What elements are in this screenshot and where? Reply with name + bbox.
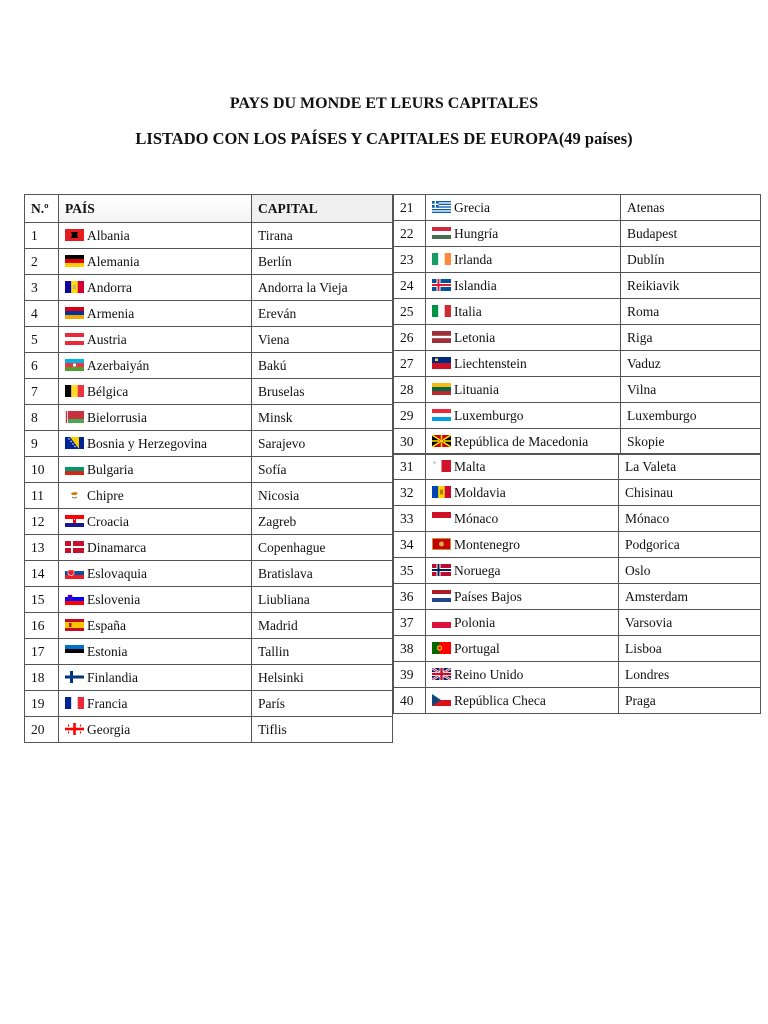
row-number: 16 <box>25 613 59 639</box>
capital-cell: Ereván <box>252 301 393 327</box>
table-row <box>394 454 761 480</box>
row-number: 6 <box>25 353 59 379</box>
table-row <box>25 717 393 743</box>
capital-cell: Atenas <box>621 195 761 221</box>
table-row <box>394 273 761 299</box>
capital-cell: Liubliana <box>252 587 393 613</box>
country-name: Estonia <box>87 643 128 659</box>
country-cell <box>426 506 619 532</box>
row-number: 5 <box>25 327 59 353</box>
monaco-flag-icon <box>432 512 451 524</box>
capital-cell: Copenhague <box>252 535 393 561</box>
row-number: 29 <box>394 403 426 429</box>
country-name: Liechtenstein <box>454 355 527 371</box>
country-cell <box>59 353 252 379</box>
table-row <box>25 665 393 691</box>
table-row <box>394 221 761 247</box>
country-name: Bosnia y Herzegovina <box>87 435 207 451</box>
armenia-flag-icon <box>65 307 84 319</box>
malta-flag-icon <box>432 460 451 472</box>
country-cell <box>426 377 621 403</box>
montenegro-flag-icon <box>432 538 451 550</box>
capital-cell: Chisinau <box>619 480 761 506</box>
country-cell <box>59 587 252 613</box>
table-row <box>394 325 761 351</box>
portugal-flag-icon <box>432 642 451 654</box>
row-number: 2 <box>25 249 59 275</box>
row-number: 25 <box>394 299 426 325</box>
country-name: Países Bajos <box>454 588 522 604</box>
france-flag-icon <box>65 697 84 709</box>
bulgaria-flag-icon <box>65 463 84 475</box>
header-number: N.º <box>25 195 59 223</box>
row-number: 18 <box>25 665 59 691</box>
header-country: PAÍS <box>59 195 252 223</box>
country-name: Lituania <box>454 381 499 397</box>
country-cell <box>426 688 619 714</box>
country-name: Croacia <box>87 513 129 529</box>
row-number: 34 <box>394 532 426 558</box>
greece-flag-icon <box>432 201 451 213</box>
country-cell <box>426 325 621 351</box>
capital-cell: Vaduz <box>621 351 761 377</box>
row-number: 37 <box>394 610 426 636</box>
country-cell <box>59 327 252 353</box>
bosnia-flag-icon <box>65 437 84 449</box>
georgia-flag-icon <box>65 723 84 735</box>
iceland-flag-icon <box>432 279 451 291</box>
capital-cell: Roma <box>621 299 761 325</box>
country-cell <box>426 351 621 377</box>
table-row <box>25 535 393 561</box>
country-cell <box>426 558 619 584</box>
row-number: 33 <box>394 506 426 532</box>
country-cell <box>426 273 621 299</box>
table-row <box>25 587 393 613</box>
country-name: Noruega <box>454 562 501 578</box>
country-name: Eslovenia <box>87 591 141 607</box>
capital-cell: Luxemburgo <box>621 403 761 429</box>
capital-cell: Nicosia <box>252 483 393 509</box>
country-cell <box>426 221 621 247</box>
denmark-flag-icon <box>65 541 84 553</box>
country-name: Chipre <box>87 487 124 503</box>
row-number: 22 <box>394 221 426 247</box>
country-name: Polonia <box>454 614 496 630</box>
table-row <box>394 247 761 273</box>
country-name: Dinamarca <box>87 539 147 555</box>
country-name: Bélgica <box>87 383 129 399</box>
austria-flag-icon <box>65 333 84 345</box>
country-cell <box>59 431 252 457</box>
country-name: Finlandia <box>87 669 138 685</box>
netherlands-flag-icon <box>432 590 451 602</box>
country-name: Austria <box>87 331 127 347</box>
table-row <box>25 639 393 665</box>
albania-flag-icon <box>65 229 84 241</box>
row-number: 31 <box>394 454 426 480</box>
capital-cell: Podgorica <box>619 532 761 558</box>
table-row <box>25 353 393 379</box>
country-cell <box>59 691 252 717</box>
capital-cell: Tirana <box>252 223 393 249</box>
capital-cell: Madrid <box>252 613 393 639</box>
country-name: Luxemburgo <box>454 407 524 423</box>
macedonia-flag-icon <box>432 435 451 447</box>
ireland-flag-icon <box>432 253 451 265</box>
country-name: Reino Unido <box>454 666 524 682</box>
capital-cell: Dublín <box>621 247 761 273</box>
capital-cell: Riga <box>621 325 761 351</box>
table-row <box>25 431 393 457</box>
table-row <box>394 195 761 221</box>
country-name: Irlanda <box>454 251 493 267</box>
capital-cell: Mónaco <box>619 506 761 532</box>
andorra-flag-icon <box>65 281 84 293</box>
capital-cell: Vilna <box>621 377 761 403</box>
row-number: 24 <box>394 273 426 299</box>
country-cell <box>59 509 252 535</box>
table-row <box>394 377 761 403</box>
table-row <box>394 610 761 636</box>
row-number: 40 <box>394 688 426 714</box>
country-name: Islandia <box>454 277 497 293</box>
capital-cell: Varsovia <box>619 610 761 636</box>
country-name: Hungría <box>454 225 499 241</box>
belarus-flag-icon <box>65 411 84 423</box>
table-row <box>25 691 393 717</box>
capital-cell: Praga <box>619 688 761 714</box>
row-number: 7 <box>25 379 59 405</box>
row-number: 26 <box>394 325 426 351</box>
country-name: España <box>87 617 126 633</box>
capital-cell: Helsinki <box>252 665 393 691</box>
country-cell <box>426 299 621 325</box>
country-cell <box>59 301 252 327</box>
country-cell <box>426 584 619 610</box>
table-row <box>394 558 761 584</box>
header-capital: CAPITAL <box>252 195 393 223</box>
country-cell <box>426 662 619 688</box>
uk-flag-icon <box>432 668 451 680</box>
countries-table-left <box>24 194 393 743</box>
country-name: Eslovaquia <box>87 565 147 581</box>
poland-flag-icon <box>432 616 451 628</box>
table-row <box>25 613 393 639</box>
capital-cell: Tallin <box>252 639 393 665</box>
lithuania-flag-icon <box>432 383 451 395</box>
table-row <box>25 509 393 535</box>
table-row <box>394 403 761 429</box>
table-row <box>25 561 393 587</box>
table-row <box>25 249 393 275</box>
moldova-flag-icon <box>432 486 451 498</box>
row-number: 20 <box>25 717 59 743</box>
country-cell <box>426 454 619 480</box>
country-name: Bielorrusia <box>87 409 147 425</box>
countries-table-right-top <box>393 194 761 455</box>
italy-flag-icon <box>432 305 451 317</box>
capital-cell: Skopie <box>621 429 761 455</box>
table-row <box>394 299 761 325</box>
row-number: 28 <box>394 377 426 403</box>
capital-cell: Andorra la Vieja <box>252 275 393 301</box>
country-cell <box>59 249 252 275</box>
table-row <box>25 301 393 327</box>
capital-cell: Lisboa <box>619 636 761 662</box>
cyprus-flag-icon <box>65 489 84 501</box>
row-number: 11 <box>25 483 59 509</box>
capital-cell: Londres <box>619 662 761 688</box>
czech-flag-icon <box>432 694 451 706</box>
table-row <box>25 483 393 509</box>
azerbaijan-flag-icon <box>65 359 84 371</box>
row-number: 30 <box>394 429 426 455</box>
hungary-flag-icon <box>432 227 451 239</box>
luxembourg-flag-icon <box>432 409 451 421</box>
capital-cell: Viena <box>252 327 393 353</box>
row-number: 38 <box>394 636 426 662</box>
capital-cell: Minsk <box>252 405 393 431</box>
table-row <box>394 636 761 662</box>
row-number: 14 <box>25 561 59 587</box>
table-row <box>394 688 761 714</box>
row-number: 9 <box>25 431 59 457</box>
country-name: Grecia <box>454 199 490 215</box>
liechtenstein-flag-icon <box>432 357 451 369</box>
row-number: 23 <box>394 247 426 273</box>
country-cell <box>426 480 619 506</box>
table-row <box>394 351 761 377</box>
country-cell <box>426 195 621 221</box>
country-cell <box>59 457 252 483</box>
row-number: 12 <box>25 509 59 535</box>
country-cell <box>59 405 252 431</box>
country-name: Georgia <box>87 721 131 737</box>
capital-cell: Bratislava <box>252 561 393 587</box>
country-cell <box>59 275 252 301</box>
table-row <box>394 429 761 455</box>
belgium-flag-icon <box>65 385 84 397</box>
country-cell <box>59 535 252 561</box>
row-number: 3 <box>25 275 59 301</box>
croatia-flag-icon <box>65 515 84 527</box>
document-title: PAYS DU MONDE ET LEURS CAPITALES <box>229 95 539 112</box>
capital-cell: Berlín <box>252 249 393 275</box>
country-cell <box>426 403 621 429</box>
table-row <box>394 662 761 688</box>
row-number: 35 <box>394 558 426 584</box>
capital-cell: Sarajevo <box>252 431 393 457</box>
country-name: Bulgaria <box>87 461 134 477</box>
capital-cell: Tiflis <box>252 717 393 743</box>
country-cell <box>426 610 619 636</box>
table-row <box>394 584 761 610</box>
country-cell <box>426 429 621 455</box>
country-name: Armenia <box>87 305 135 321</box>
country-cell <box>426 532 619 558</box>
capital-cell: La Valeta <box>619 454 761 480</box>
table-row <box>394 480 761 506</box>
country-cell <box>59 639 252 665</box>
country-name: República de Macedonia <box>454 433 589 449</box>
country-cell <box>59 561 252 587</box>
country-name: Moldavia <box>454 484 506 500</box>
country-cell <box>59 665 252 691</box>
country-name: República Checa <box>454 692 546 708</box>
row-number: 39 <box>394 662 426 688</box>
capital-cell: Reikiavik <box>621 273 761 299</box>
row-number: 21 <box>394 195 426 221</box>
row-number: 17 <box>25 639 59 665</box>
country-name: Azerbaiyán <box>87 357 150 373</box>
country-name: Albania <box>87 227 130 243</box>
table-row <box>394 532 761 558</box>
country-cell <box>426 636 619 662</box>
country-name: Andorra <box>87 279 132 295</box>
country-cell <box>59 379 252 405</box>
country-name: Alemania <box>87 253 140 269</box>
capital-cell: Bruselas <box>252 379 393 405</box>
row-number: 19 <box>25 691 59 717</box>
capital-cell: París <box>252 691 393 717</box>
country-name: Italia <box>454 303 482 319</box>
country-name: Malta <box>454 458 486 474</box>
germany-flag-icon <box>65 255 84 267</box>
table-header-row <box>25 195 393 223</box>
table-row <box>25 379 393 405</box>
spain-flag-icon <box>65 619 84 631</box>
finland-flag-icon <box>65 671 84 683</box>
row-number: 32 <box>394 480 426 506</box>
country-cell <box>59 717 252 743</box>
capital-cell: Sofía <box>252 457 393 483</box>
row-number: 4 <box>25 301 59 327</box>
capital-cell: Oslo <box>619 558 761 584</box>
row-number: 10 <box>25 457 59 483</box>
row-number: 36 <box>394 584 426 610</box>
row-number: 27 <box>394 351 426 377</box>
country-name: Portugal <box>454 640 500 656</box>
table-row <box>25 275 393 301</box>
table-row <box>394 506 761 532</box>
country-cell <box>59 223 252 249</box>
country-cell <box>59 483 252 509</box>
countries-table-right-bottom <box>393 453 761 714</box>
row-number: 15 <box>25 587 59 613</box>
table-row <box>25 223 393 249</box>
table-row <box>25 457 393 483</box>
capital-cell: Budapest <box>621 221 761 247</box>
norway-flag-icon <box>432 564 451 576</box>
row-number: 8 <box>25 405 59 431</box>
table-row <box>25 405 393 431</box>
estonia-flag-icon <box>65 645 84 657</box>
document-subtitle: LISTADO CON LOS PAÍSES Y CAPITALES DE EUROPA(49 países) <box>135 129 633 148</box>
country-name: Francia <box>87 695 128 711</box>
table-row <box>25 327 393 353</box>
latvia-flag-icon <box>432 331 451 343</box>
capital-cell: Amsterdam <box>619 584 761 610</box>
capital-cell: Zagreb <box>252 509 393 535</box>
country-name: Mónaco <box>454 510 499 526</box>
capital-cell: Bakú <box>252 353 393 379</box>
row-number: 13 <box>25 535 59 561</box>
country-name: Montenegro <box>454 536 520 552</box>
slovakia-flag-icon <box>65 567 84 579</box>
row-number: 1 <box>25 223 59 249</box>
slovenia-flag-icon <box>65 593 84 605</box>
country-cell <box>426 247 621 273</box>
country-name: Letonia <box>454 329 496 345</box>
country-cell <box>59 613 252 639</box>
